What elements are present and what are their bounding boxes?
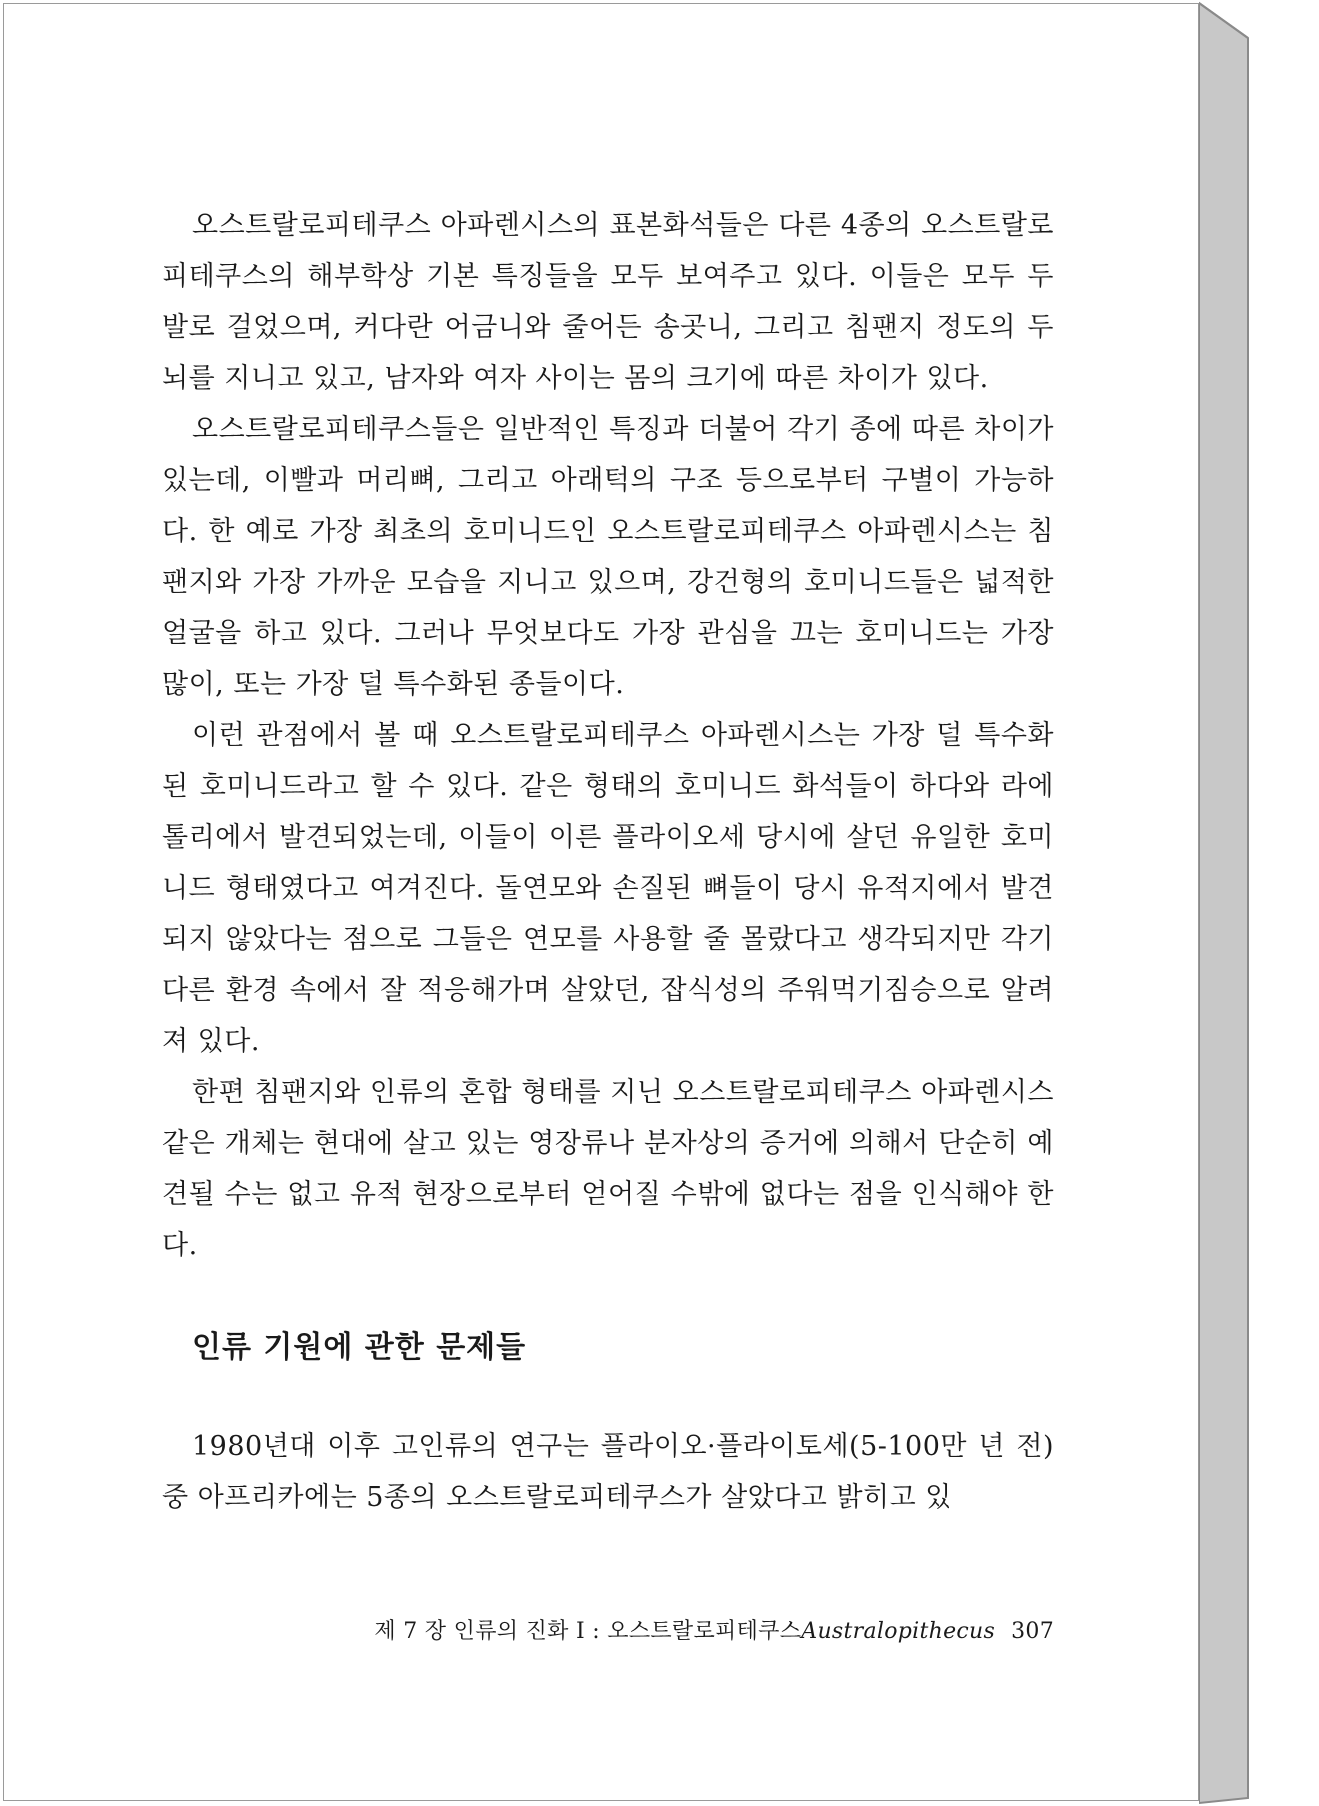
paragraph-2: 오스트랄로피테쿠스들은 일반적인 특징과 더불어 각기 종에 따른 차이가 있는데, 이빨과 머리뼈, 그리고 아래턱의 구조 등으로부터 구별이 가능하다. 한 예로 가장 최초의 호미니드인 오스트랄로피테쿠스 아파렌시스는 침팬지와 가장 가까운 모습을 지니고 있으며, 강건형의 호미니드들은 넓적한 얼굴을 하고 있다. 그러나 무엇보다도 가장 관심을 끄는 호미니드는 가장 많이, 또는 가장 덜 특수화된 종들이다. [162,414,1054,700]
page-footer [162,1617,1054,1647]
paragraph-4: 한편 침팬지와 인류의 혼합 형태를 지닌 오스트랄로피테쿠스 아파렌시스 같은 개체는 현대에 살고 있는 영장류나 분자상의 증거에 의해서 단순히 예견될 수는 없고 유적 현장으로부터 얻어질 수밖에 없다는 점을 인식해야 한다. [162,1077,1054,1261]
book-edge-graphic [1199,0,1319,1806]
paragraph-1: 오스트랄로피테쿠스 아파렌시스의 표본화석들은 다른 4종의 오스트랄로피테쿠스의 해부학상 기본 특징들을 모두 보여주고 있다. 이들은 모두 두 발로 걸었으며, 커다란 어금니와 줄어든 송곳니, 그리고 침팬지 정도의 두뇌를 지니고 있고, 남자와 여자 사이는 몸의 크기에 따른 차이가 있다. [162,210,1054,394]
footer-latin-title: Australopithecus [801,1619,996,1644]
footer-chapter: 제 7 장 인류의 진화 Ⅰ : 오스트랄로피테쿠스 [374,1619,802,1644]
section-paragraph: 1980년대 이후 고인류의 연구는 플라이오·플라이토세(5-100만 년 전)중 아프리카에는 5종의 오스트랄로피테쿠스가 살았다고 밝히고 있 [162,1431,1054,1513]
page-body [162,200,1054,1523]
section-title: 인류 기원에 관한 문제들 [192,1330,527,1365]
book-page [3,3,1199,1801]
paragraph-3: 이런 관점에서 볼 때 오스트랄로피테쿠스 아파렌시스는 가장 덜 특수화된 호미니드라고 할 수 있다. 같은 형태의 호미니드 화석들이 하다와 라에톨리에서 발견되었는데, 이들이 이른 플라이오세 당시에 살던 유일한 호미니드 형태였다고 여겨진다. 돌연모와 손질된 뼈들이 당시 유적지에서 발견되지 않았다는 점으로 그들은 연모를 사용할 줄 몰랐다고 생각되지만 각기 다른 환경 속에서 잘 적응해가며 살았던, 잡식성의 주워먹기짐승으로 알려져 있다. [162,720,1054,1057]
page-number: 307 [1011,1619,1054,1644]
